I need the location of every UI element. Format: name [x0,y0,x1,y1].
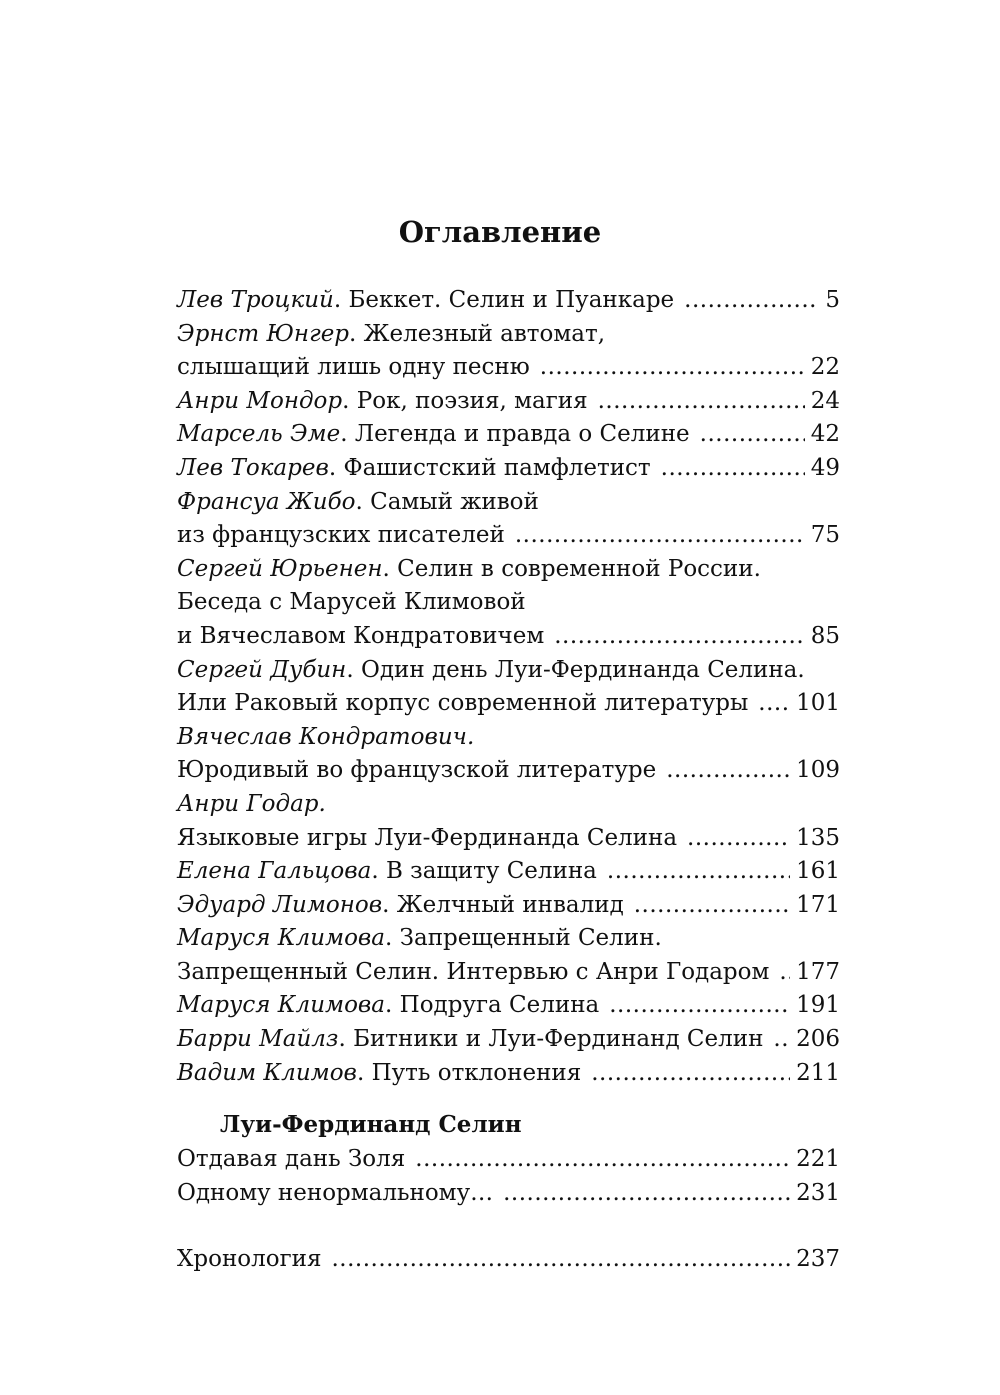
page-number: 206 [796,1026,840,1053]
entry-title [177,1143,405,1177]
toc-entry [177,721,840,755]
toc-entry [177,318,840,352]
table-of-contents [177,284,840,1090]
page-number: 191 [796,992,840,1019]
entry-text: . Рок, поэзия, магия [342,387,588,414]
entry-text: слышащий лишь одну песню [177,354,530,381]
dot-leader [661,452,805,486]
toc-entry [177,351,840,385]
entry-text: Или Раковый корпус современной литературы [177,690,749,717]
toc-entry [177,620,840,654]
toc-entry [177,687,840,721]
page-number: 109 [796,757,840,784]
entry-text: Юродивый во французской литературе [177,757,657,784]
entry-author: Эрнст Юнгер [177,320,350,347]
entry-title [177,418,690,452]
page-number: 24 [810,387,840,414]
toc-entry [177,418,840,452]
dot-leader [700,418,805,452]
entry-text: Одному ненормальному… [177,1179,494,1206]
entry-title [177,519,505,553]
toc-entry [177,989,840,1023]
entry-text: . Селин в современной России. [382,555,761,582]
entry-text: . Подруга Селина [385,992,600,1019]
toc-entry [177,385,840,419]
toc-entry [177,284,840,318]
dot-leader [415,1143,790,1177]
toc-entry [177,553,840,587]
toc-entry [177,1023,840,1057]
toc-entry [177,452,840,486]
section-contents [177,1143,840,1210]
toc-entry [177,822,840,856]
dot-leader [540,351,805,385]
section-heading: Луи-Фердинанд Селин [220,1111,522,1138]
chronology-entry [177,1243,840,1277]
entry-title [177,620,544,654]
entry-text: из французских писателей [177,522,505,549]
toc-entry [177,486,840,520]
entry-title [177,1057,581,1091]
entry-text: . Битники и Луи-Фердинанд Селин [338,1026,764,1053]
page-number: 49 [810,454,840,481]
page-number: 177 [796,958,840,985]
page-number: 135 [796,824,840,851]
entry-text: . Легенда и правда о Селине [340,421,690,448]
toc-entry [177,855,840,889]
entry-title [177,1177,493,1211]
entry-title [177,318,605,352]
dot-leader [773,1023,790,1057]
entry-text: Хронология [177,1246,322,1272]
entry-text: Отдавая дань Золя [177,1146,406,1172]
dot-leader [779,956,790,990]
toc-entry [177,754,840,788]
entry-title [177,721,474,755]
toc-entry [177,889,840,923]
entry-title [177,385,588,419]
entry-author: Франсуа Жибо [177,488,356,515]
toc-entry [177,1143,840,1177]
dot-leader [331,1243,790,1277]
entry-text: . В защиту Селина [371,858,597,885]
entry-title [177,922,662,956]
entry-author: Сергей Юрьенен [177,555,383,582]
page-number: 211 [796,1059,840,1086]
entry-author: Анри Мондор [177,387,343,414]
toc-entry [177,922,840,956]
dot-leader [758,687,790,721]
dot-leader [591,1057,790,1091]
entry-title [177,284,674,318]
entry-text: . Желчный инвалид [382,891,624,918]
page-number: 237 [796,1246,840,1272]
entry-author: Лев Троцкий [177,287,334,313]
page-number: 231 [796,1179,840,1206]
dot-leader [634,889,790,923]
entry-text: и Вячеславом Кондратовичем [177,622,545,649]
entry-title [177,1243,321,1277]
entry-title [177,553,761,587]
entry-title [177,486,539,520]
entry-text: . Самый живой [355,488,539,515]
entry-title [177,989,599,1023]
toc-entry [177,1057,840,1091]
toc-entry [177,586,840,620]
entry-author: Сергей Дубин [177,656,347,683]
entry-author: Эдуард Лимонов [177,891,383,918]
dot-leader [687,822,790,856]
page-number: 161 [796,858,840,885]
page-number: 22 [810,354,840,381]
toc-entry [177,654,840,688]
entry-author: Маруся Климова [177,925,386,952]
entry-text: . Один день Луи-Фердинанда Селина. [346,656,805,683]
entry-title [177,654,805,688]
entry-title [177,586,526,620]
entry-author: Елена Гальцова [177,858,372,885]
entry-author: Лев Токарев [177,454,329,481]
entry-title [177,1023,763,1057]
entry-title [177,889,624,923]
entry-author: Анри Годар. [177,790,326,817]
dot-leader [554,620,805,654]
entry-title [177,956,769,990]
toc-entry [177,519,840,553]
entry-text: . Фашистский памфлетист [328,454,651,481]
page-number: 85 [810,622,840,649]
page-number: 101 [796,690,840,717]
entry-text: . Железный автомат, [349,320,606,347]
entry-author: Маруся Климова [177,992,386,1019]
page-number: 75 [810,522,840,549]
entry-text: Языковые игры Луи-Фердинанда Селина [177,824,678,851]
dot-leader [503,1177,790,1211]
toc-entry [177,956,840,990]
entry-title [177,788,326,822]
page-number: 42 [810,421,840,448]
entry-title [177,754,656,788]
dot-leader [609,989,790,1023]
toc-entry [177,1177,840,1211]
entry-title [177,687,748,721]
page-title: Оглавление [398,215,602,249]
dot-leader [666,754,790,788]
toc-entry [177,788,840,822]
entry-text: Запрещенный Селин. Интервью с Анри Годаром [177,958,770,985]
entry-author: Вадим Климов [177,1059,357,1086]
entry-title [177,822,677,856]
entry-title [177,351,530,385]
page-number: 171 [796,891,840,918]
toc-entry [177,1243,840,1277]
entry-text: . Путь отклонения [356,1059,582,1086]
entry-author: Марсель Эме [177,421,341,448]
entry-text: . Беккет. Селин и Пуанкаре [333,287,675,313]
entry-author: Вячеслав Кондратович. [177,723,475,750]
entry-title [177,855,597,889]
dot-leader [684,284,819,318]
page-number: 5 [825,287,840,313]
entry-text: Беседа с Марусей Климовой [177,589,526,616]
dot-leader [515,519,805,553]
entry-author: Барри Майлз [177,1026,339,1053]
dot-leader [598,385,805,419]
entry-text: . Запрещенный Селин. [385,925,662,952]
dot-leader [607,855,790,889]
page-number: 221 [796,1146,840,1172]
entry-title [177,452,651,486]
